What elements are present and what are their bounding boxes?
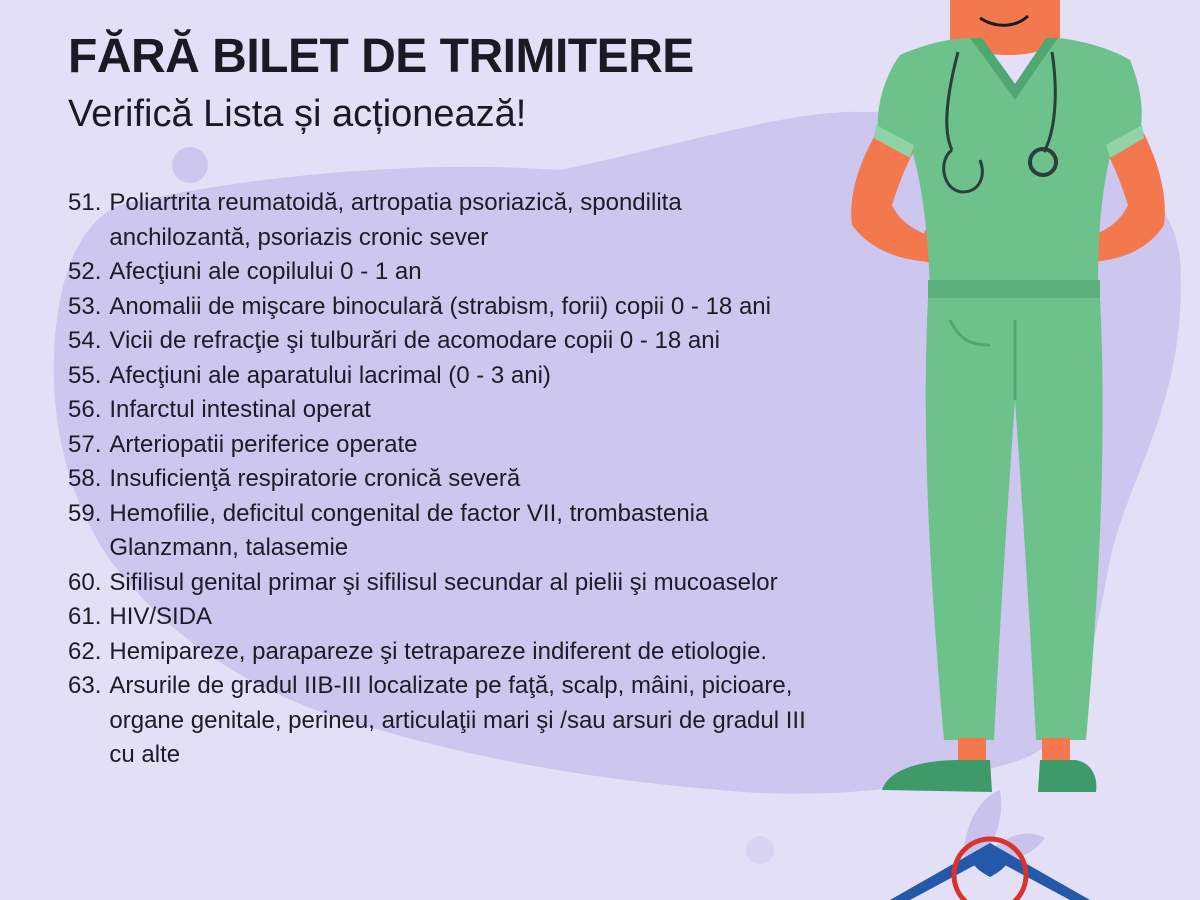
main-content <box>68 26 828 768</box>
list-item-number: 63. <box>68 672 102 699</box>
list-item-text: Arteriopatii periferice operate <box>109 430 418 458</box>
list-item <box>68 566 808 601</box>
list-item <box>68 255 808 290</box>
list-item <box>68 428 808 463</box>
list-item-number: 53. <box>68 292 102 320</box>
list-item-number: 52. <box>68 258 102 285</box>
list-item <box>68 497 808 566</box>
list-item-text: Poliartrita reumatoidă, artropatia psoriazică, spondilita anchilozantă, psoriazis cronic sever <box>109 189 682 251</box>
list-item-text: Afecţiuni ale aparatului lacrimal (0 - 3 ani) <box>109 361 551 389</box>
list-item-number: 62. <box>68 637 102 665</box>
condition-list <box>68 186 808 773</box>
list-item <box>68 359 808 394</box>
list-item <box>68 290 808 325</box>
list-item-number: 61. <box>68 603 102 630</box>
list-item-number: 58. <box>68 465 102 492</box>
list-item <box>68 635 808 670</box>
list-item-number: 60. <box>68 568 102 596</box>
list-item-text: Arsurile de gradul IIB-III localizate pe faţă, scalp, mâini, picioare, organe genitale, perineu, articulaţii mari şi /sau arsuri de gradul III cu alte <box>109 672 806 768</box>
list-item-number: 54. <box>68 327 102 354</box>
list-item <box>68 462 808 497</box>
list-item <box>68 669 808 773</box>
list-item-text: Insuficienţă respiratorie cronică severă <box>109 465 521 492</box>
list-item-number: 55. <box>68 361 102 389</box>
list-item-number: 56. <box>68 396 102 423</box>
doctor-shoe <box>882 760 992 792</box>
list-item-text: HIV/SIDA <box>109 603 213 630</box>
list-item-text: Infarctul intestinal operat <box>109 396 371 423</box>
decor-dot <box>746 836 774 864</box>
list-item <box>68 324 808 359</box>
list-item-text: Anomalii de mişcare binoculară (strabism, forii) copii 0 - 18 ani <box>109 292 771 320</box>
doctor-shoe <box>1038 760 1096 792</box>
page-subtitle: Verifică Lista și acționează! <box>68 93 527 135</box>
doctor-waistband <box>928 280 1100 300</box>
list-item <box>68 186 808 255</box>
list-item-number: 51. <box>68 189 102 216</box>
list-item-text: Vicii de refracţie şi tulburări de acomodare copii 0 - 18 ani <box>109 327 720 354</box>
list-item <box>68 393 808 428</box>
list-item-number: 59. <box>68 499 102 527</box>
list-item-text: Hemipareze, parapareze şi tetrapareze indiferent de etiologie. <box>109 637 768 665</box>
list-item-number: 57. <box>68 430 102 458</box>
decor-dot <box>172 147 208 183</box>
page-title: FĂRĂ BILET DE TRIMITERE <box>68 30 694 83</box>
list-item <box>68 600 808 635</box>
list-item-text: Hemofilie, deficitul congenital de factor VII, trombastenia Glanzmann, talasemie <box>109 499 709 561</box>
list-item-text: Sifilisul genital primar şi sifilisul secundar al pielii şi mucoaselor <box>109 568 778 596</box>
doctor-illustration <box>830 0 1200 900</box>
list-item-text: Afecţiuni ale copilului 0 - 1 an <box>109 258 422 285</box>
house-heart-logo <box>890 835 1090 900</box>
